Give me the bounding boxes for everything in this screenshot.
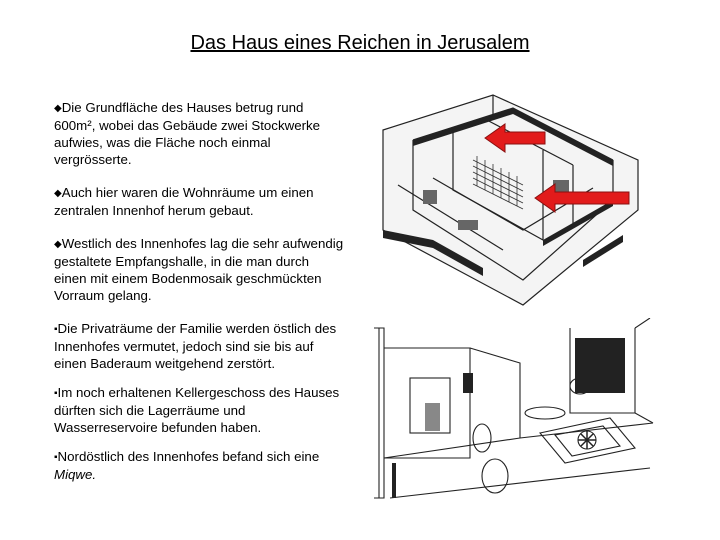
diamond-bullet-icon: ◆ [54, 103, 62, 114]
page-title: Das Haus eines Reichen in Jerusalem [190, 32, 530, 54]
square-bullet-icon: ▪ [54, 452, 58, 463]
paragraph-courtyard: ◆Auch hier waren die Wohnräume um einen zentralen Innenhof herum gebaut. [54, 185, 314, 218]
paragraph-miqwe: ▪Nordöstlich des Innenhofes befand sich eine Miqwe. [54, 449, 320, 482]
courtyard-sketch [370, 318, 655, 503]
paragraph-floor-area: ◆Die Grundfläche des Hauses betrug rund 600m², wobei das Gebäude zwei Stockwerke aufwies, was die Fläche noch einmal vergrösserte. [54, 100, 321, 167]
paragraph-reception-hall: ◆Westlich des Innenhofes lag die sehr aufwendig gestaltete Empfangshalle, in die man durch einen mit einem Bodenmosaik geschmückten Vorraum gelang. [54, 236, 344, 303]
diamond-bullet-icon: ◆ [54, 239, 62, 250]
house-plan-drawing [373, 90, 648, 310]
text-column [54, 99, 344, 495]
diamond-bullet-icon: ◆ [54, 188, 62, 199]
paragraph-private-rooms: ▪Die Privaträume der Familie werden östlich des Innenhofes vermutet, jedoch sind sie bis auf einen Baderaum weitgehend zerstört. [54, 321, 337, 371]
paragraph-cellar: ▪Im noch erhaltenen Kellergeschoss des Hauses dürften sich die Lagerräume und Wasserreservoire befunden haben. [54, 385, 340, 435]
square-bullet-icon: ▪ [54, 324, 58, 335]
square-bullet-icon: ▪ [54, 388, 58, 399]
